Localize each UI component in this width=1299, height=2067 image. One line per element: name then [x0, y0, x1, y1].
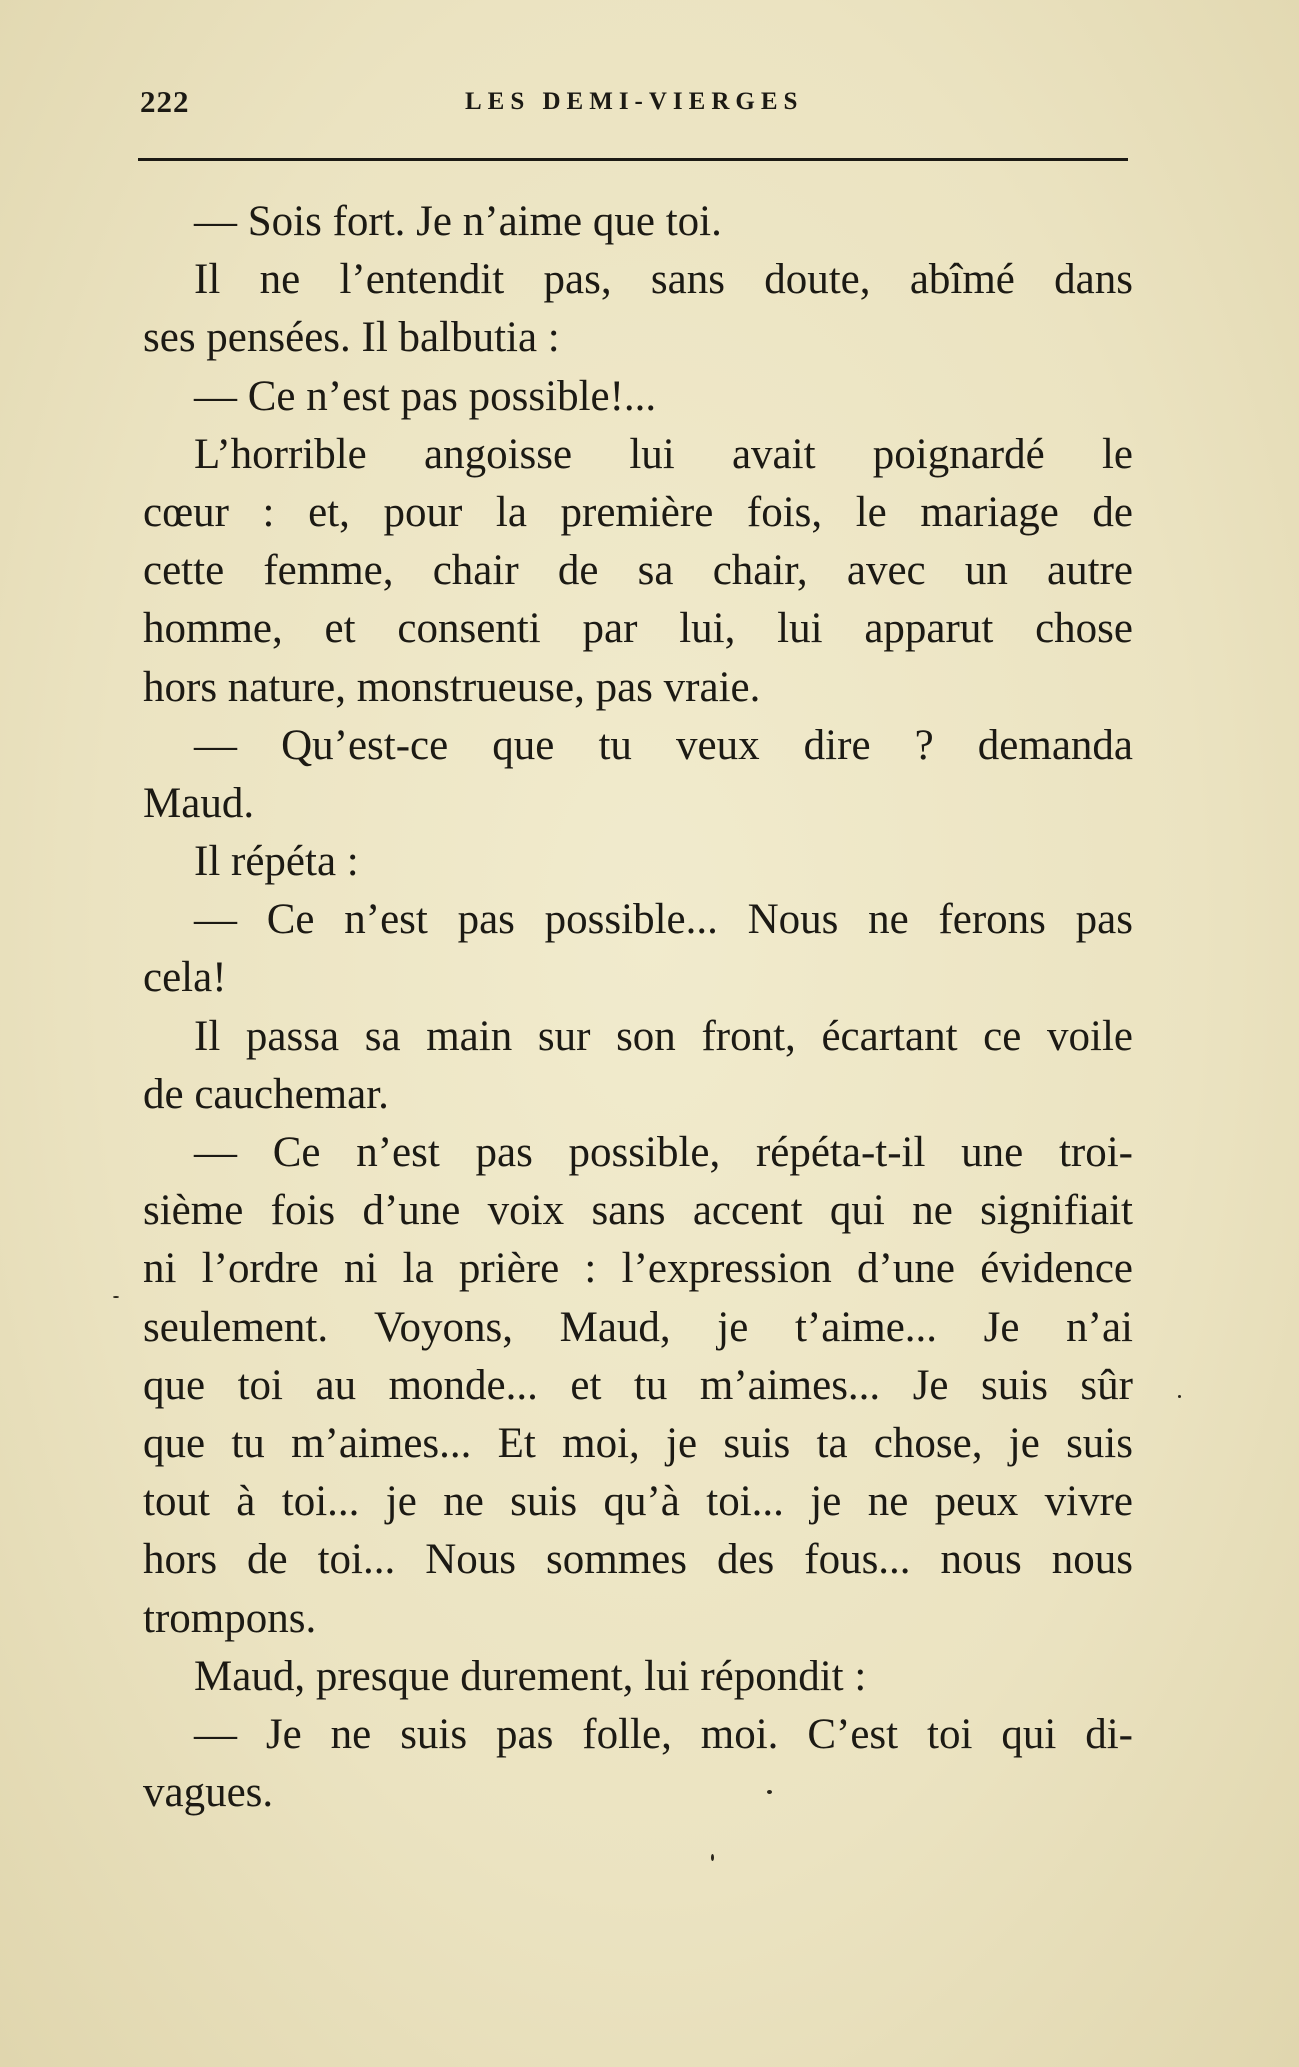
text-line: cœur : et, pour la première fois, le mariage de: [143, 488, 1133, 536]
text-line: — Sois fort. Je n’aime que toi.: [194, 198, 722, 245]
text-line: que toi au monde... et tu m’aimes... Je suis sûr: [143, 1361, 1133, 1409]
text-line: L’horrible angoisse lui avait poignardé le: [194, 430, 1133, 478]
text-line: ni l’ordre ni la prière : l’expression d’une évidence: [143, 1245, 1133, 1293]
text-line: Maud, presque durement, lui répondit :: [194, 1652, 867, 1700]
text-line: que tu m’aimes... Et moi, je suis ta chose, je suis: [143, 1419, 1133, 1467]
text-line: — Ce n’est pas possible... Nous ne ferons pas: [194, 896, 1133, 944]
text-line: hors de toi... Nous sommes des fous... nous nous: [143, 1536, 1133, 1584]
text-line: Maud.: [143, 779, 255, 827]
page-number: 222: [140, 84, 190, 119]
text-line: homme, et consenti par lui, lui apparut chose: [143, 605, 1133, 653]
text-line: Il répéta :: [194, 838, 359, 886]
text-line: sième fois d’une voix sans accent qui ne signifiait: [143, 1187, 1133, 1235]
text-line: Il ne l’entendit pas, sans doute, abîmé dans: [194, 256, 1133, 304]
running-head: [140, 78, 1130, 138]
text-line: — Ce n’est pas possible, répéta-t-il une troi-: [194, 1129, 1133, 1176]
text-line: trompons.: [143, 1594, 317, 1642]
text-line: ses pensées. Il balbutia :: [143, 314, 560, 362]
text-line: tout à toi... je ne suis qu’à toi... je ne peux vivre: [143, 1478, 1133, 1526]
body-text: [143, 193, 1133, 1822]
text-line: seulement. Voyons, Maud, je t’aime... Je n’ai: [143, 1303, 1133, 1351]
text-line: de cauchemar.: [143, 1070, 389, 1118]
text-line: — Qu’est-ce que tu veux dire ? demanda: [194, 721, 1133, 769]
text-line: hors nature, monstrueuse, pas vraie.: [143, 663, 761, 711]
text-line: vagues.: [143, 1769, 274, 1817]
text-line: — Ce n’est pas possible!...: [194, 372, 657, 420]
text-line: — Je ne suis pas folle, moi. C’est toi qui di-: [194, 1710, 1133, 1758]
text-line: cette femme, chair de sa chair, avec un autre: [143, 547, 1133, 595]
header-rule: [138, 158, 1128, 161]
text-line: Il passa sa main sur son front, écartant ce voile: [194, 1012, 1133, 1060]
running-title: LES DEMI-VIERGES: [465, 88, 804, 115]
text-line: cela!: [143, 954, 227, 1002]
